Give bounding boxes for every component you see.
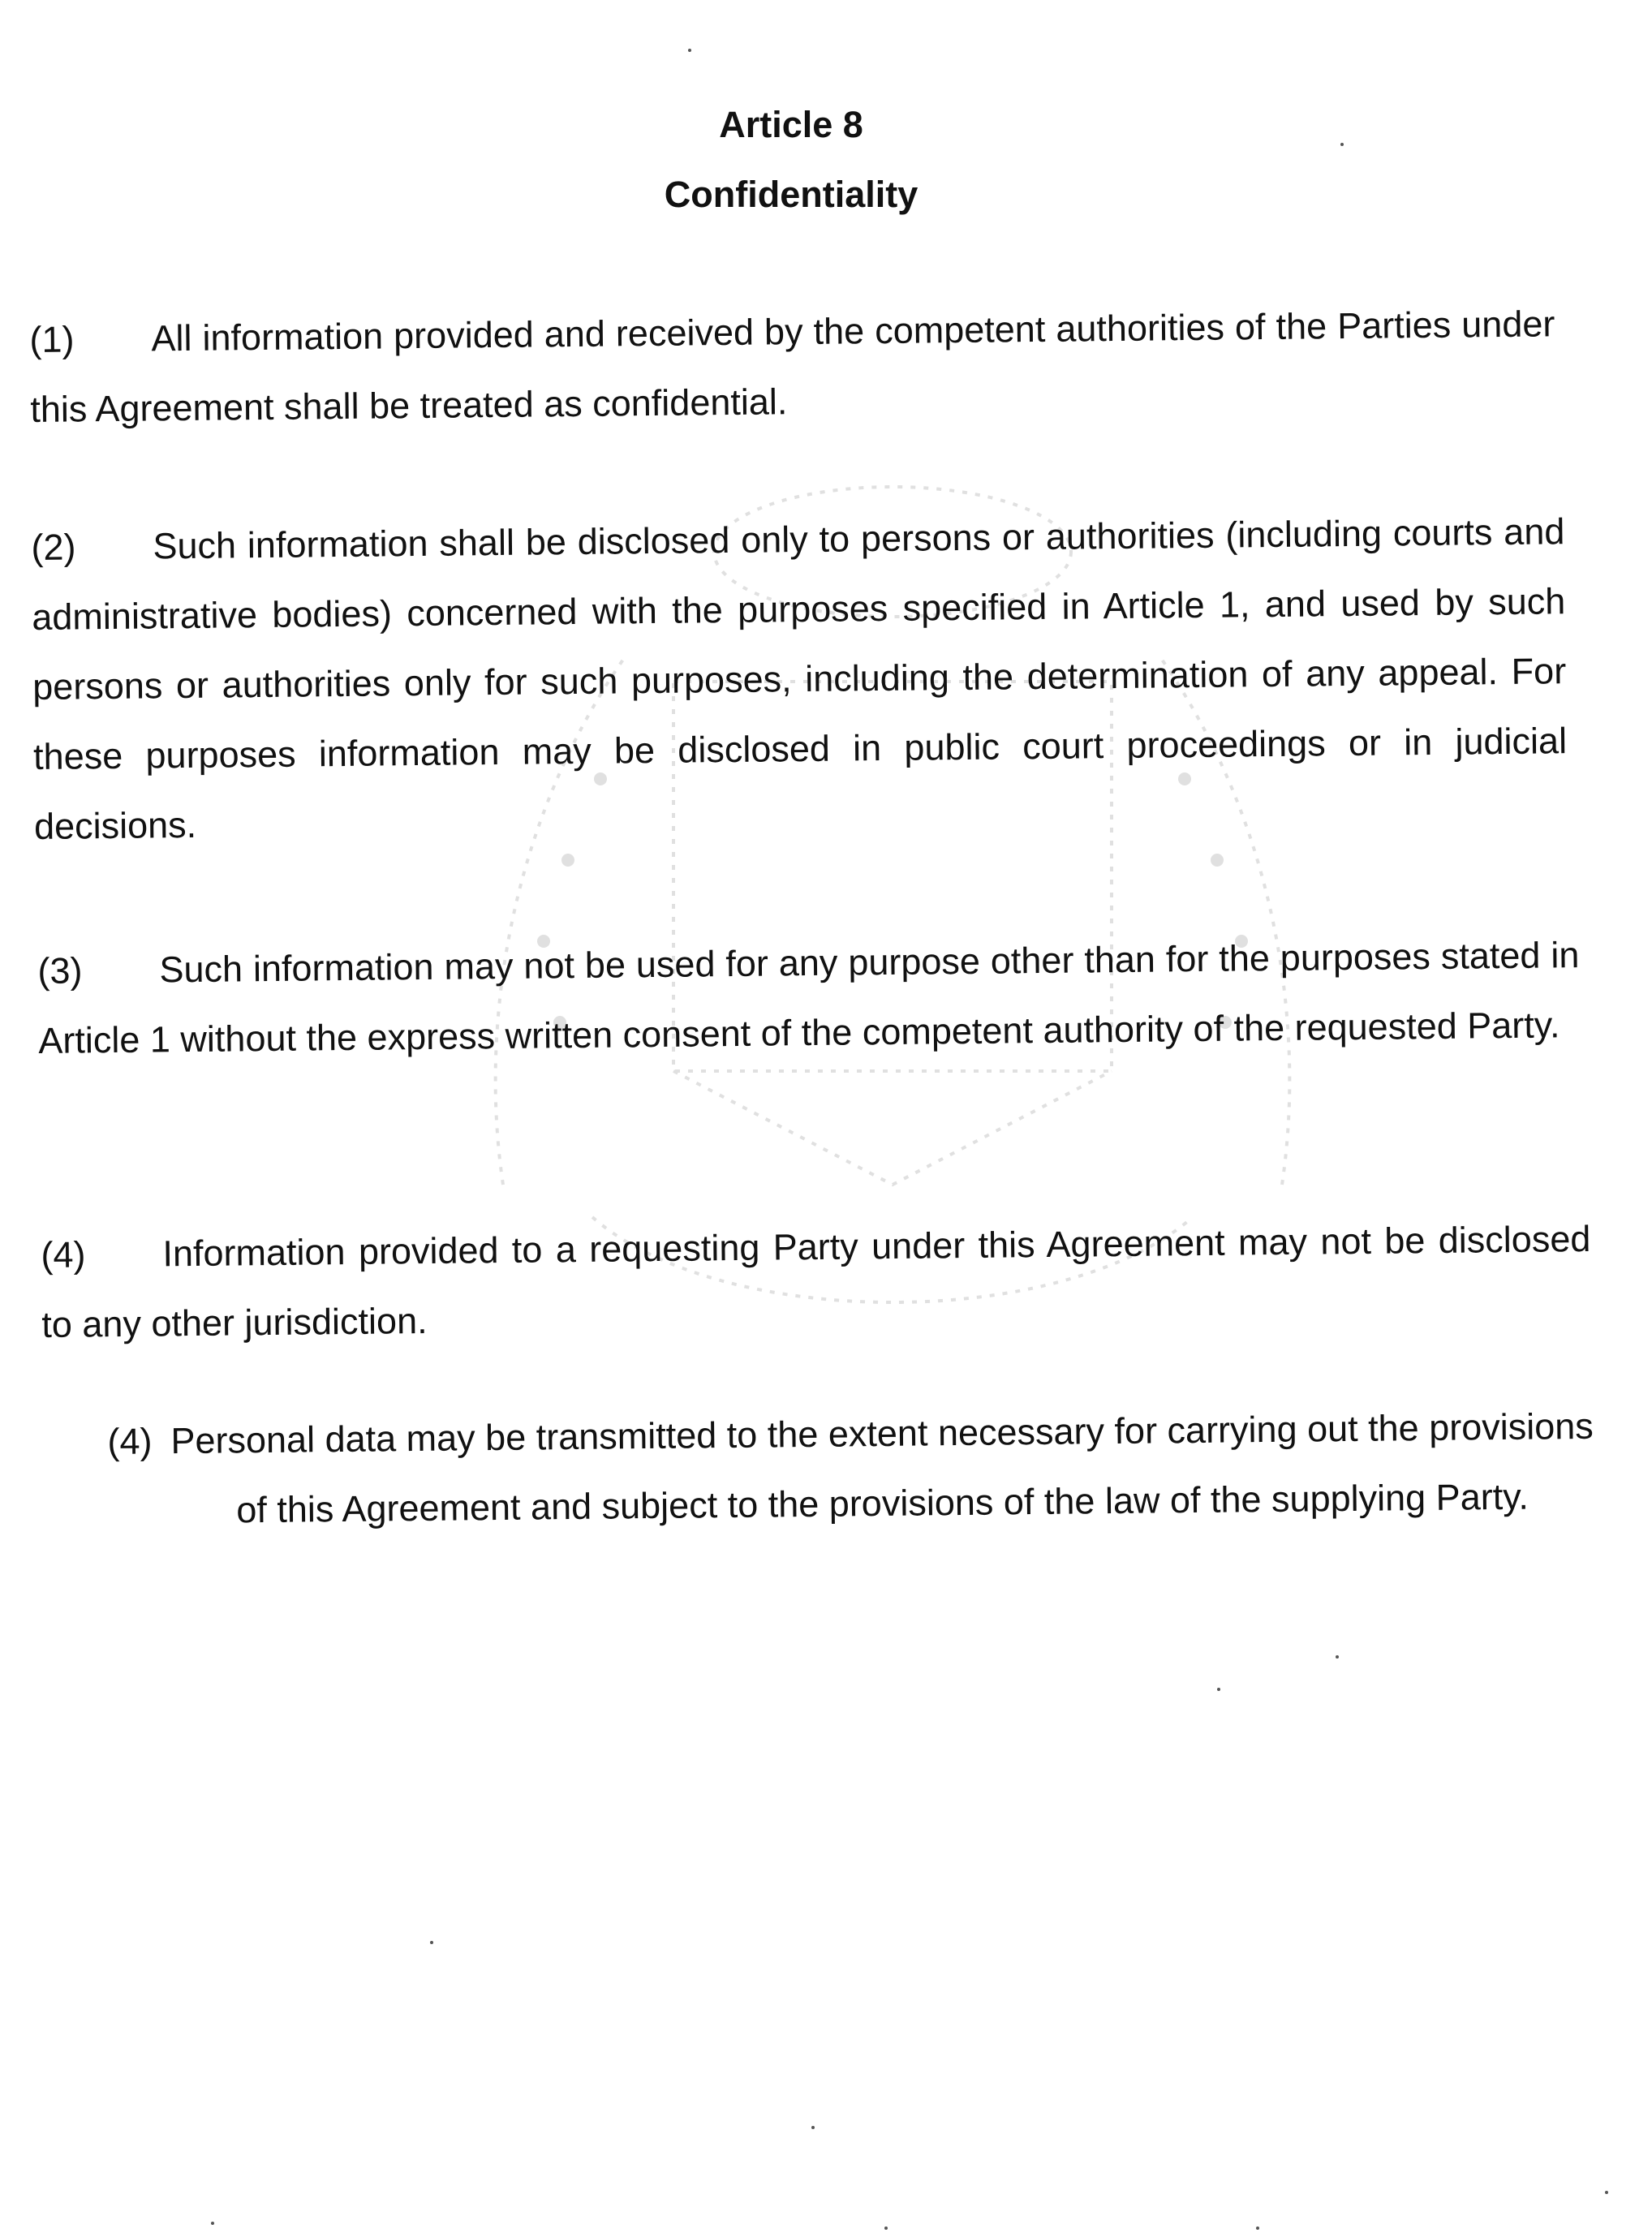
paragraph-number: (2) <box>31 526 76 568</box>
paragraph-text: Personal data may be transmitted to the extent necessary for carrying out the provisions of this Agreement and subject to the provisions of the law of the supplying Party. <box>170 1405 1594 1531</box>
article-heading: Article 8 <box>719 104 863 145</box>
paragraph-number: (4) <box>41 1233 86 1276</box>
scan-speck <box>211 2222 214 2225</box>
scan-speck <box>1605 2191 1608 2194</box>
paragraph-text: Information provided to a requesting Party under this Agreement may not be disclosed to any other jurisdiction. <box>41 1217 1591 1345</box>
paragraph-4-personal-data <box>107 1392 1602 1547</box>
scan-speck <box>1256 2227 1259 2230</box>
scan-speck <box>884 2227 888 2230</box>
paragraph-text: Such information shall be disclosed only to persons or authorities (including courts and administrative bodies) concerned with the purposes specified in Article 1, and used by such persons or authorities only for such purposes, including the determination of any appeal. For these purposes information may be disclosed in public court proceedings or in judicial decisions. <box>32 510 1568 847</box>
scan-speck <box>1217 1688 1220 1691</box>
paragraph-2 <box>31 497 1568 862</box>
scan-speck <box>1336 1655 1339 1659</box>
paragraph-number: (1) <box>29 318 75 360</box>
paragraph-number: (3) <box>37 949 83 992</box>
paragraph-3 <box>37 920 1581 1076</box>
paragraph-text: All information provided and received by the competent authorities of the Parties under this Agreement shall be treated as confidential. <box>30 303 1555 430</box>
paragraph-1 <box>29 289 1556 445</box>
scan-speck <box>1340 143 1344 146</box>
scan-speck <box>811 2126 815 2129</box>
paragraph-number: (4) <box>107 1420 153 1462</box>
article-title: Confidentiality <box>664 174 918 215</box>
scan-speck <box>688 49 691 52</box>
paragraph-text: Such information may not be used for any purpose other than for the purposes stated in Article 1 without the express written consent of the competent authority of the requested Party. <box>38 934 1580 1061</box>
paragraph-4 <box>41 1204 1592 1360</box>
scan-speck <box>430 1941 433 1944</box>
